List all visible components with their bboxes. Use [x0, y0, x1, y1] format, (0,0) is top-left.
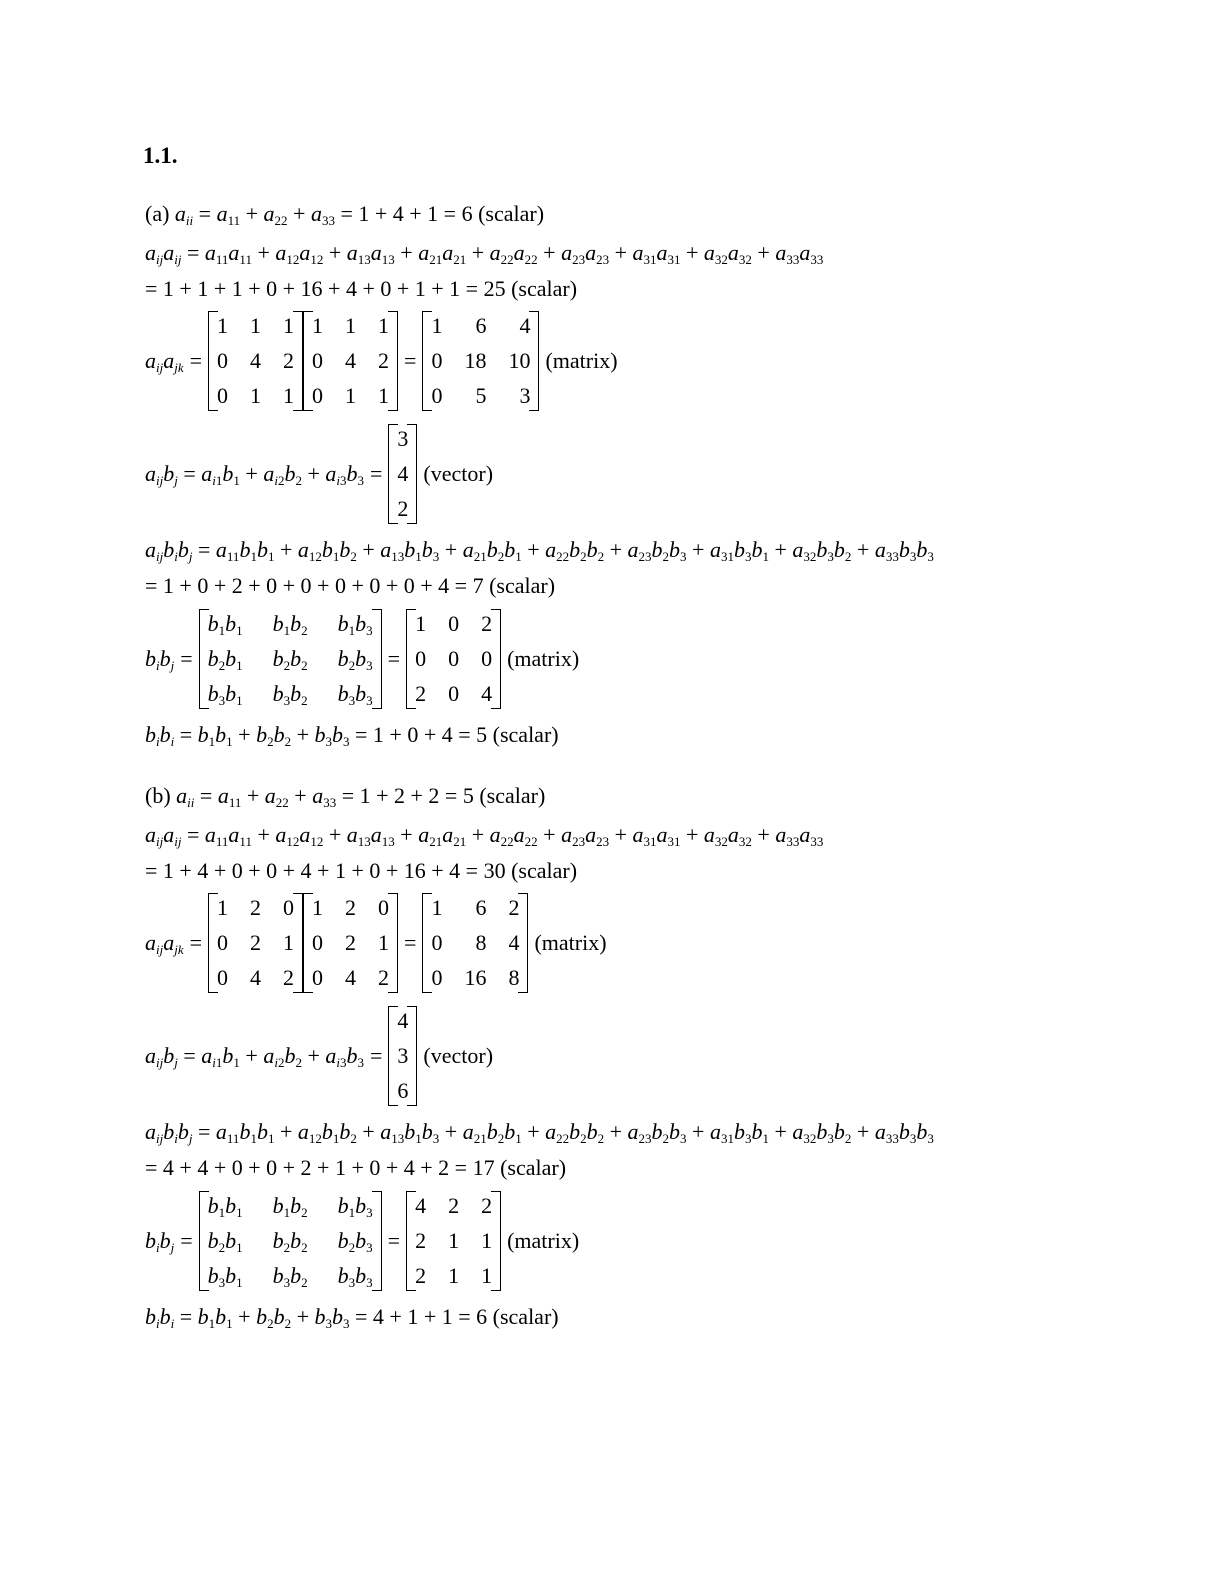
- a-matrix-left: [208, 311, 303, 411]
- matrix-cell: 2: [481, 611, 493, 636]
- matrix-cell: 0: [431, 930, 443, 955]
- b-vector-line: $a_{ij}b_j = a_{i1}b_1 + a_{i2}b_2 + a_{i3}b_3$ = 4 3 6 (vector): [145, 1006, 493, 1106]
- b-aa-sum: = 1 + 4 + 0 + 0 + 4 + 1 + 0 + 16 + 4 = 30 (scalar): [145, 858, 578, 883]
- matrix-cell: 0: [312, 383, 324, 408]
- matrix-cell: 2: [415, 1228, 427, 1253]
- matrix-cell: 0: [312, 348, 324, 373]
- matrix-cell: 2: [345, 930, 357, 955]
- matrix-cell: 0: [481, 646, 493, 671]
- symbolic-cell: $b_2b_2$: [272, 1228, 308, 1255]
- matrix-cell: 6: [475, 895, 487, 920]
- matrix-cell: 1: [345, 313, 357, 338]
- matrix-cell: 8: [475, 930, 487, 955]
- matrix-cell: 1: [378, 313, 390, 338]
- a-abb-sum: = 1 + 0 + 2 + 0 + 0 + 0 + 0 + 0 + 4 = 7 (scalar): [145, 573, 556, 598]
- symbolic-cell: $b_1b_1$: [207, 611, 243, 638]
- symbolic-cell: $b_2b_2$: [272, 646, 308, 673]
- matrix-cell: 0: [217, 348, 229, 373]
- a-trace-line: (a) $a_{ii} = a_{11} + a_{22} + a_{33} = 1 + 4 + 1 = 6$ (scalar): [145, 201, 545, 228]
- matrix-cell: 1: [283, 313, 295, 338]
- matrix-cell: 0: [431, 383, 443, 408]
- symbolic-cell: $b_3b_3$: [337, 681, 373, 708]
- b-abb-expansion: $a_{ij}b_ib_j = a_{11}b_1b_1 + a_{12}b_1b_2 + a_{13}b_1b_3 + a_{21}b_2b_1 + a_{22}b_2b_2 + a_{23}b_2b_3 + a_{31}b_3b_1 + a_{32}b_3b_2 + a_{33}b_3b_3$: [145, 1119, 934, 1146]
- matrix-cell: 0: [415, 646, 427, 671]
- matrix-cell: 0: [448, 646, 460, 671]
- matrix-cell: 10: [508, 348, 531, 373]
- a-aa-sum: = 1 + 1 + 1 + 0 + 16 + 4 + 0 + 1 + 1 = 25 (scalar): [145, 276, 578, 301]
- matrix-cell: 16: [464, 965, 487, 990]
- vector-cell: 6: [397, 1078, 409, 1103]
- matrix-cell: 1: [431, 313, 443, 338]
- symbolic-cell: $b_2b_1$: [207, 1228, 243, 1255]
- b-abb-sum: = 4 + 4 + 0 + 0 + 2 + 1 + 0 + 4 + 2 = 17 (scalar): [145, 1155, 567, 1180]
- matrix-cell: 2: [250, 895, 262, 920]
- matrix-cell: 2: [448, 1193, 460, 1218]
- b-trace-line: (b) $a_{ii} = a_{11} + a_{22} + a_{33} = 1 + 2 + 2 = 5$ (scalar): [145, 783, 546, 810]
- symbolic-cell: $b_1b_1$: [207, 1193, 243, 1220]
- matrix-cell: 4: [481, 681, 493, 706]
- part-label: (b): [145, 783, 171, 808]
- symbolic-cell: $b_2b_3$: [337, 646, 373, 673]
- matrix-cell: 8: [508, 965, 520, 990]
- vector-cell: 2: [397, 496, 409, 521]
- a-matrix-product: $a_{ij}a_{jk}$ = 1 1 1 0 4 2 0 1 1 1 1 1 0 4 2 0 1 1 = 1 6 4 0 18 10 0 5 3 (matrix): [145, 311, 618, 411]
- vector-cell: 4: [397, 461, 409, 486]
- symbolic-cell: $b_3b_1$: [207, 681, 243, 708]
- vector-cell: 3: [397, 426, 409, 451]
- b-matrix-result: [422, 893, 528, 993]
- symbolic-cell: $b_1b_2$: [272, 611, 308, 638]
- matrix-cell: 1: [431, 895, 443, 920]
- matrix-cell: 2: [250, 930, 262, 955]
- matrix-cell: 1: [345, 383, 357, 408]
- matrix-cell: 1: [415, 611, 427, 636]
- matrix-cell: 2: [283, 965, 295, 990]
- matrix-cell: 2: [415, 681, 427, 706]
- matrix-cell: 1: [448, 1228, 460, 1253]
- matrix-cell: 1: [283, 930, 295, 955]
- matrix-cell: 1: [283, 383, 295, 408]
- matrix-cell: 1: [217, 313, 229, 338]
- matrix-cell: 4: [250, 965, 262, 990]
- matrix-cell: 1: [217, 895, 229, 920]
- matrix-cell: 0: [431, 348, 443, 373]
- a-matrix-result: [422, 311, 539, 411]
- b-bb-symbolic: [199, 1191, 382, 1291]
- a-bdot-line: $b_ib_i = b_1b_1 + b_2b_2 + b_3b_3 = 1 + 0 + 4 = 5$ (scalar): [145, 722, 559, 749]
- matrix-cell: 2: [283, 348, 295, 373]
- b-bb-result: [406, 1191, 501, 1291]
- a-bb-result: [406, 609, 501, 709]
- matrix-cell: 1: [448, 1263, 460, 1288]
- b-vector-result: [388, 1006, 417, 1106]
- matrix-cell: 4: [345, 965, 357, 990]
- symbolic-cell: $b_3b_2$: [272, 1263, 308, 1290]
- matrix-cell: 0: [217, 930, 229, 955]
- b-aa-expansion: $a_{ij}a_{ij} = a_{11}a_{11} + a_{12}a_{12} + a_{13}a_{13} + a_{21}a_{21} + a_{22}a_{22} + a_{23}a_{23} + a_{31}a_{31} + a_{32}a_{32} + a_{33}a_{33}$: [145, 822, 824, 849]
- symbolic-cell: $b_2b_3$: [337, 1228, 373, 1255]
- matrix-cell: 1: [250, 313, 262, 338]
- matrix-cell: 0: [217, 965, 229, 990]
- matrix-cell: 6: [475, 313, 487, 338]
- a-bb-symbolic: [199, 609, 382, 709]
- symbolic-cell: $b_3b_3$: [337, 1263, 373, 1290]
- symbolic-cell: $b_3b_1$: [207, 1263, 243, 1290]
- symbolic-cell: $b_1b_3$: [337, 1193, 373, 1220]
- matrix-cell: 2: [378, 348, 390, 373]
- b-matrix-right: [303, 893, 398, 993]
- matrix-cell: 4: [519, 313, 531, 338]
- matrix-cell: 1: [312, 313, 324, 338]
- matrix-cell: 1: [481, 1228, 493, 1253]
- matrix-cell: 1: [378, 930, 390, 955]
- matrix-cell: 4: [508, 930, 520, 955]
- vector-cell: 4: [397, 1008, 409, 1033]
- a-matrix-right: [303, 311, 398, 411]
- matrix-cell: 1: [481, 1263, 493, 1288]
- part-label: (a): [145, 201, 170, 226]
- a-vector-result: [388, 424, 417, 524]
- matrix-cell: 5: [475, 383, 487, 408]
- matrix-cell: 4: [250, 348, 262, 373]
- matrix-cell: 1: [250, 383, 262, 408]
- matrix-cell: 2: [378, 965, 390, 990]
- a-abb-expansion: $a_{ij}b_ib_j = a_{11}b_1b_1 + a_{12}b_1b_2 + a_{13}b_1b_3 + a_{21}b_2b_1 + a_{22}b_2b_2 + a_{23}b_2b_3 + a_{31}b_3b_1 + a_{32}b_3b_2 + a_{33}b_3b_3$: [145, 537, 934, 564]
- a-aa-expansion: $a_{ij}a_{ij} = a_{11}a_{11} + a_{12}a_{12} + a_{13}a_{13} + a_{21}a_{21} + a_{22}a_{22} + a_{23}a_{23} + a_{31}a_{31} + a_{32}a_{32} + a_{33}a_{33}$: [145, 240, 824, 267]
- symbolic-cell: $b_3b_2$: [272, 681, 308, 708]
- matrix-cell: 1: [312, 895, 324, 920]
- b-matrix-product: $a_{ij}a_{jk}$ = 1 2 0 0 2 1 0 4 2 1 2 0 0 2 1 0 4 2 = 1 6 2 0 8 4 0 16 8 (matrix): [145, 893, 607, 993]
- matrix-cell: 2: [508, 895, 520, 920]
- symbolic-cell: $b_2b_1$: [207, 646, 243, 673]
- b-bb-outer: $b_ib_j$ = $b_1b_1$ $b_1b_2$ $b_1b_3$ $b_2b_1$ $b_2b_2$ $b_2b_3$ $b_3b_1$ $b_3b_2$ $b_3b_3$ = 4 2 2 2 1 1 2 1 1 (matrix): [145, 1193, 580, 1290]
- matrix-cell: 0: [448, 611, 460, 636]
- problem-heading: 1.1.: [143, 143, 178, 168]
- a-bb-outer: $b_ib_j$ = $b_1b_1$ $b_1b_2$ $b_1b_3$ $b_2b_1$ $b_2b_2$ $b_2b_3$ $b_3b_1$ $b_3b_2$ $b_3b_3$ = 1 0 2 0 0 0 2 0 4 (matrix): [145, 611, 580, 708]
- matrix-cell: 18: [464, 348, 487, 373]
- symbolic-cell: $b_1b_2$: [272, 1193, 308, 1220]
- b-bdot-line: $b_ib_i = b_1b_1 + b_2b_2 + b_3b_3 = 4 + 1 + 1 = 6$ (scalar): [145, 1304, 559, 1331]
- b-matrix-left: [208, 893, 303, 993]
- matrix-cell: 0: [431, 965, 443, 990]
- matrix-cell: 0: [283, 895, 295, 920]
- matrix-cell: 0: [448, 681, 460, 706]
- matrix-cell: 0: [378, 895, 390, 920]
- matrix-cell: 4: [345, 348, 357, 373]
- matrix-cell: 2: [481, 1193, 493, 1218]
- vector-cell: 3: [397, 1043, 409, 1068]
- matrix-cell: 1: [378, 383, 390, 408]
- symbolic-cell: $b_1b_3$: [337, 611, 373, 638]
- matrix-cell: 3: [519, 383, 531, 408]
- matrix-cell: 4: [415, 1193, 427, 1218]
- matrix-cell: 0: [312, 965, 324, 990]
- matrix-cell: 0: [312, 930, 324, 955]
- matrix-cell: 2: [415, 1263, 427, 1288]
- matrix-cell: 0: [217, 383, 229, 408]
- matrix-cell: 2: [345, 895, 357, 920]
- a-vector-line: $a_{ij}b_j = a_{i1}b_1 + a_{i2}b_2 + a_{i3}b_3$ = 3 4 2 (vector): [145, 424, 493, 524]
